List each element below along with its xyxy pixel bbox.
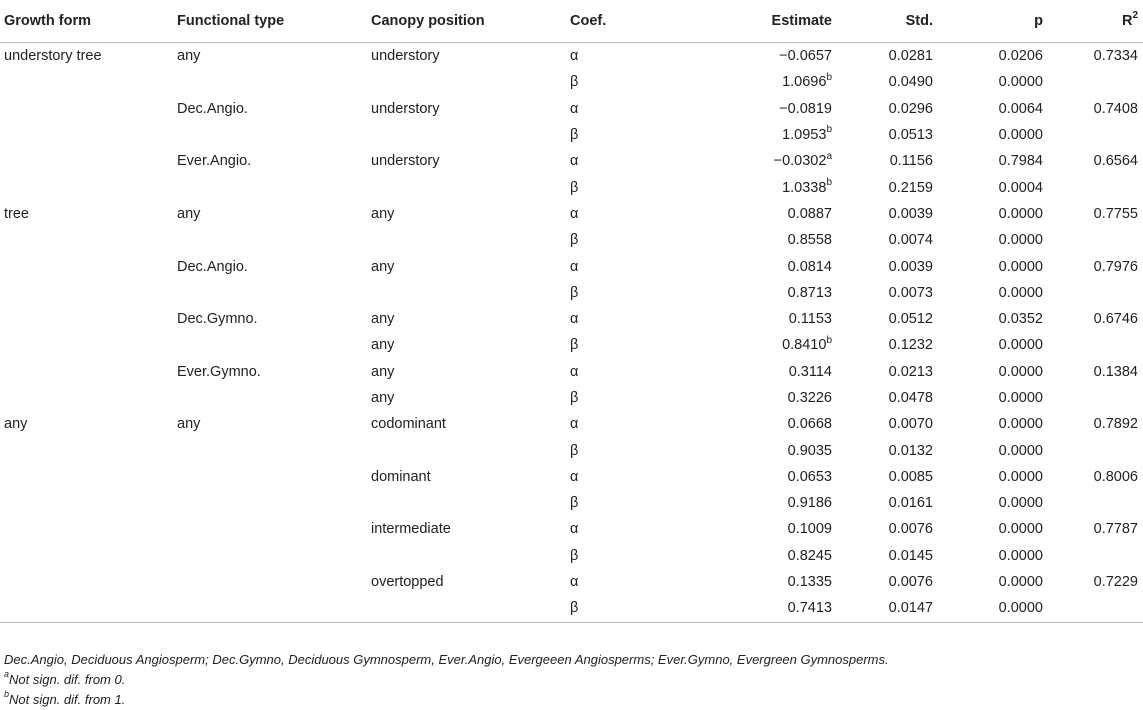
cell-r2 [1043,490,1143,516]
cell-std: 0.1156 [889,153,933,170]
cell-estimate-value: 0.0814 [787,258,832,275]
cell-p: 0.0000 [998,547,1043,564]
cell-estimate-superscript: b [826,71,832,83]
table-row [0,385,1143,411]
cell-r2 [1043,227,1143,253]
cell-canopy-position: understory [371,153,440,170]
cell-std: 0.0490 [888,74,933,91]
cell-coef: β [570,74,579,91]
cell-std: 0.0147 [832,595,933,622]
cell-r2: 0.1384 [1093,363,1138,380]
cell-p: 0.0000 [998,442,1043,459]
cell-p: 0.0000 [998,74,1043,91]
cell-functional-type: Ever.Angio. [177,153,252,170]
cell-functional-type [177,385,371,411]
cell-estimate-value: 0.8558 [787,232,832,249]
cell-std: 0.1232 [888,337,933,354]
header-canopy-position: Canopy position [371,0,570,43]
cell-functional-type [177,174,371,200]
cell-functional-type [177,595,371,622]
cell-estimate-value: 0.1009 [787,521,832,538]
cell-r2 [1043,595,1143,622]
table-row [0,569,1143,595]
cell-coef: α [570,574,579,591]
cell-estimate [646,122,832,148]
cell-growth-form [0,332,177,358]
cell-p: 0.0352 [998,311,1043,328]
cell-estimate-value: 0.0668 [787,416,832,433]
cell-p: 0.0000 [998,574,1043,591]
cell-canopy-position: intermediate [371,521,451,538]
cell-estimate-value: −0.0657 [779,48,832,65]
cell-coef: β [570,127,579,144]
table-row [0,227,1143,253]
header-p: p [933,0,1043,43]
table-row [0,411,1143,437]
cell-std: 0.0073 [888,284,933,301]
cell-coef: β [570,179,579,196]
cell-estimate-value: 0.9035 [787,442,832,459]
cell-estimate [646,306,832,332]
cell-growth-form: understory tree [4,48,102,65]
cell-estimate-superscript: b [826,334,832,346]
cell-coef: α [570,205,579,222]
table-row [0,122,1143,148]
cell-std: 0.0281 [888,48,933,65]
footnote-abbreviations: Dec.Angio, Deciduous Angiosperm; Dec.Gymno, Deciduous Gymnosperm, Ever.Angio, Evergeeen Angiosperms; Ever.Gymno, Evergreen Gymnosperms. [4,652,889,667]
cell-coef: α [570,521,579,538]
cell-estimate [646,411,832,437]
cell-r2 [1043,280,1143,306]
header-r2 [1043,0,1143,43]
cell-coef: α [570,100,579,117]
cell-functional-type: any [177,205,201,222]
footnote-a-marker: a [4,668,10,679]
cell-std: 0.0074 [888,232,933,249]
cell-growth-form [0,122,177,148]
cell-r2: 0.7408 [1093,100,1138,117]
cell-coef: α [570,468,579,485]
cell-functional-type [177,543,371,569]
cell-estimate-superscript: b [826,176,832,188]
cell-std: 0.0076 [888,574,933,591]
cell-canopy-position [371,437,570,463]
cell-functional-type [177,227,371,253]
cell-p: 0.0000 [998,284,1043,301]
cell-r2 [1043,122,1143,148]
cell-estimate [646,227,832,253]
cell-p: 0.0000 [998,205,1043,222]
cell-std: 0.0513 [888,127,933,144]
cell-estimate [646,148,832,174]
cell-estimate-value: 0.8410 [782,337,827,354]
table-row [0,43,1143,70]
cell-estimate-value: 1.0953 [782,127,827,144]
cell-canopy-position [371,595,570,622]
header-coef: Coef. [570,0,646,43]
cell-r2: 0.6564 [1093,153,1138,170]
cell-functional-type [177,490,371,516]
cell-estimate-value: 0.1335 [787,574,832,591]
cell-std: 0.0161 [888,495,933,512]
cell-coef: β [570,595,646,622]
cell-estimate-value: 0.3226 [787,390,832,406]
table-row [0,490,1143,516]
table-row [0,464,1143,490]
cell-estimate-value: 1.0338 [782,179,827,196]
cell-estimate-value: 0.3114 [788,363,832,380]
footnote-b-text: Not sign. dif. from 1. [9,692,126,707]
cell-p: 0.0000 [998,363,1043,380]
header-functional-type: Functional type [177,0,371,43]
cell-estimate-superscript: b [826,124,832,136]
cell-canopy-position: understory [371,48,440,65]
cell-p: 0.0000 [998,127,1043,144]
cell-coef: β [570,442,579,459]
cell-canopy-position [371,490,570,516]
cell-functional-type [177,437,371,463]
cell-p: 0.0000 [998,468,1043,485]
cell-growth-form [0,148,177,174]
cell-canopy-position [371,543,570,569]
cell-growth-form [0,464,177,490]
cell-estimate-value: 0.7413 [787,600,832,617]
cell-estimate [646,543,832,569]
table-row [0,201,1143,227]
cell-estimate [646,96,832,122]
cell-growth-form [0,437,177,463]
table-row [0,437,1143,463]
cell-coef: α [570,311,579,328]
cell-r2: 0.7892 [1093,416,1138,433]
cell-estimate-value: 0.0653 [787,468,832,485]
cell-r2 [1043,543,1143,569]
cell-std: 0.0296 [888,100,933,117]
cell-r2 [1043,437,1143,463]
header-std: Std. [832,0,933,43]
cell-canopy-position [371,280,570,306]
cell-r2: 0.7334 [1093,48,1138,65]
cell-canopy-position: any [371,205,395,222]
cell-p: 0.0000 [998,258,1043,275]
cell-growth-form [0,516,177,542]
cell-functional-type: Ever.Gymno. [177,363,261,380]
cell-growth-form: tree [4,205,29,222]
cell-functional-type: any [177,416,201,433]
cell-estimate [646,569,832,595]
footnote-b [4,690,1134,710]
cell-growth-form [0,227,177,253]
cell-p: 0.0000 [998,232,1043,249]
cell-estimate-value: 1.0696 [782,74,827,91]
cell-r2 [1043,385,1143,411]
cell-p: 0.0000 [933,595,1043,622]
cell-canopy-position: any [371,363,395,380]
cell-canopy-position [371,174,570,200]
footnote-b-marker: b [4,688,10,699]
cell-functional-type [177,332,371,358]
cell-functional-type: Dec.Angio. [177,100,248,117]
cell-std: 0.0076 [888,521,933,538]
cell-estimate [646,595,832,622]
cell-r2: 0.7787 [1093,521,1138,538]
cell-std: 0.0039 [888,205,933,222]
cell-growth-form [0,543,177,569]
cell-std: 0.0132 [888,442,933,459]
footnote-a [4,670,1134,690]
header-r2-label: R [1121,13,1133,29]
header-r2-superscript: 2 [1132,10,1138,22]
cell-estimate-value: 0.8245 [787,547,832,564]
cell-coef: β [570,495,579,512]
cell-canopy-position: codominant [371,416,446,433]
cell-coef: α [570,363,579,380]
cell-p: 0.0000 [998,495,1043,512]
cell-growth-form [0,306,177,332]
cell-coef: β [570,390,579,406]
cell-estimate-value: 0.1153 [788,311,832,328]
header-row [0,0,1143,43]
cell-coef: β [570,284,579,301]
cell-estimate [646,359,832,385]
table-row [0,280,1143,306]
cell-r2: 0.8006 [1093,468,1138,485]
cell-r2: 0.7229 [1093,574,1138,591]
cell-canopy-position: any [371,390,395,406]
cell-estimate-value: −0.0819 [779,100,832,117]
cell-estimate [646,280,832,306]
cell-growth-form [0,490,177,516]
cell-estimate [646,385,832,411]
cell-p: 0.0206 [998,48,1043,65]
table-footnotes [4,650,1134,710]
cell-growth-form: any [4,416,28,433]
cell-p: 0.0064 [998,100,1043,117]
cell-growth-form [0,385,177,411]
cell-r2 [1043,174,1143,200]
cell-estimate [646,437,832,463]
cell-functional-type: Dec.Gymno. [177,311,258,328]
footnote-a-text: Not sign. dif. from 0. [9,672,126,687]
table-row [0,332,1143,358]
cell-estimate [646,332,832,358]
cell-functional-type [177,122,371,148]
cell-canopy-position [371,227,570,253]
cell-r2: 0.6746 [1093,311,1138,328]
cell-growth-form [0,280,177,306]
cell-std: 0.0070 [888,416,933,433]
cell-canopy-position: dominant [371,468,431,485]
cell-estimate-value: 0.8713 [787,284,832,301]
cell-canopy-position: understory [371,100,440,117]
cell-growth-form [0,595,177,622]
cell-functional-type [177,516,371,542]
cell-growth-form [0,69,177,95]
table-row [0,148,1143,174]
cell-coef: α [570,153,579,170]
cell-functional-type [177,464,371,490]
cell-canopy-position: any [371,337,395,354]
cell-r2: 0.7976 [1093,258,1138,275]
table-header [0,0,1143,43]
cell-canopy-position [371,69,570,95]
cell-coef: α [570,258,579,275]
table-row [0,595,1143,622]
table-row [0,253,1143,279]
table-row [0,96,1143,122]
cell-p: 0.0000 [998,390,1043,406]
table-row [0,359,1143,385]
table-row [0,516,1143,542]
cell-growth-form [0,253,177,279]
cell-r2 [1043,69,1143,95]
cell-estimate [646,490,832,516]
cell-coef: β [570,337,579,354]
table-row [0,174,1143,200]
cell-estimate-superscript: a [826,150,832,162]
cell-canopy-position: any [371,258,395,275]
cell-estimate [646,69,832,95]
cell-canopy-position: overtopped [371,574,444,591]
cell-coef: α [570,416,579,433]
cell-estimate [646,253,832,279]
cell-p: 0.7984 [998,153,1043,170]
cell-functional-type: Dec.Angio. [177,258,248,275]
table-row [0,543,1143,569]
cell-p: 0.0000 [998,521,1043,538]
cell-estimate [646,516,832,542]
cell-coef: β [570,232,579,249]
table-row [0,306,1143,332]
cell-r2 [1043,332,1143,358]
cell-estimate [646,464,832,490]
cell-estimate [646,43,832,70]
cell-std: 0.0213 [888,363,933,380]
cell-growth-form [0,96,177,122]
cell-r2: 0.7755 [1093,205,1138,222]
cell-canopy-position [371,122,570,148]
cell-canopy-position: any [371,311,395,328]
cell-estimate-value: −0.0302 [773,153,827,170]
cell-growth-form [0,359,177,385]
cell-functional-type [177,69,371,95]
cell-std: 0.0039 [888,258,933,275]
cell-std: 0.0512 [888,311,933,328]
cell-estimate [646,201,832,227]
cell-functional-type: any [177,48,201,65]
cell-functional-type [177,569,371,595]
cell-std: 0.0145 [888,547,933,564]
cell-p: 0.0000 [998,337,1043,354]
header-growth-form: Growth form [0,0,177,43]
table-body [0,43,1143,623]
cell-p: 0.0004 [998,179,1043,196]
header-estimate: Estimate [646,0,832,43]
cell-std: 0.0478 [888,390,933,406]
cell-growth-form [0,174,177,200]
cell-std: 0.2159 [888,179,933,196]
cell-coef: α [570,48,579,65]
cell-functional-type [177,280,371,306]
cell-p: 0.0000 [998,416,1043,433]
cell-std: 0.0085 [888,468,933,485]
table-row [0,69,1143,95]
cell-estimate-value: 0.9186 [787,495,832,512]
cell-estimate-value: 0.0887 [787,205,832,222]
cell-coef: β [570,547,579,564]
cell-estimate [646,174,832,200]
cell-growth-form [0,569,177,595]
